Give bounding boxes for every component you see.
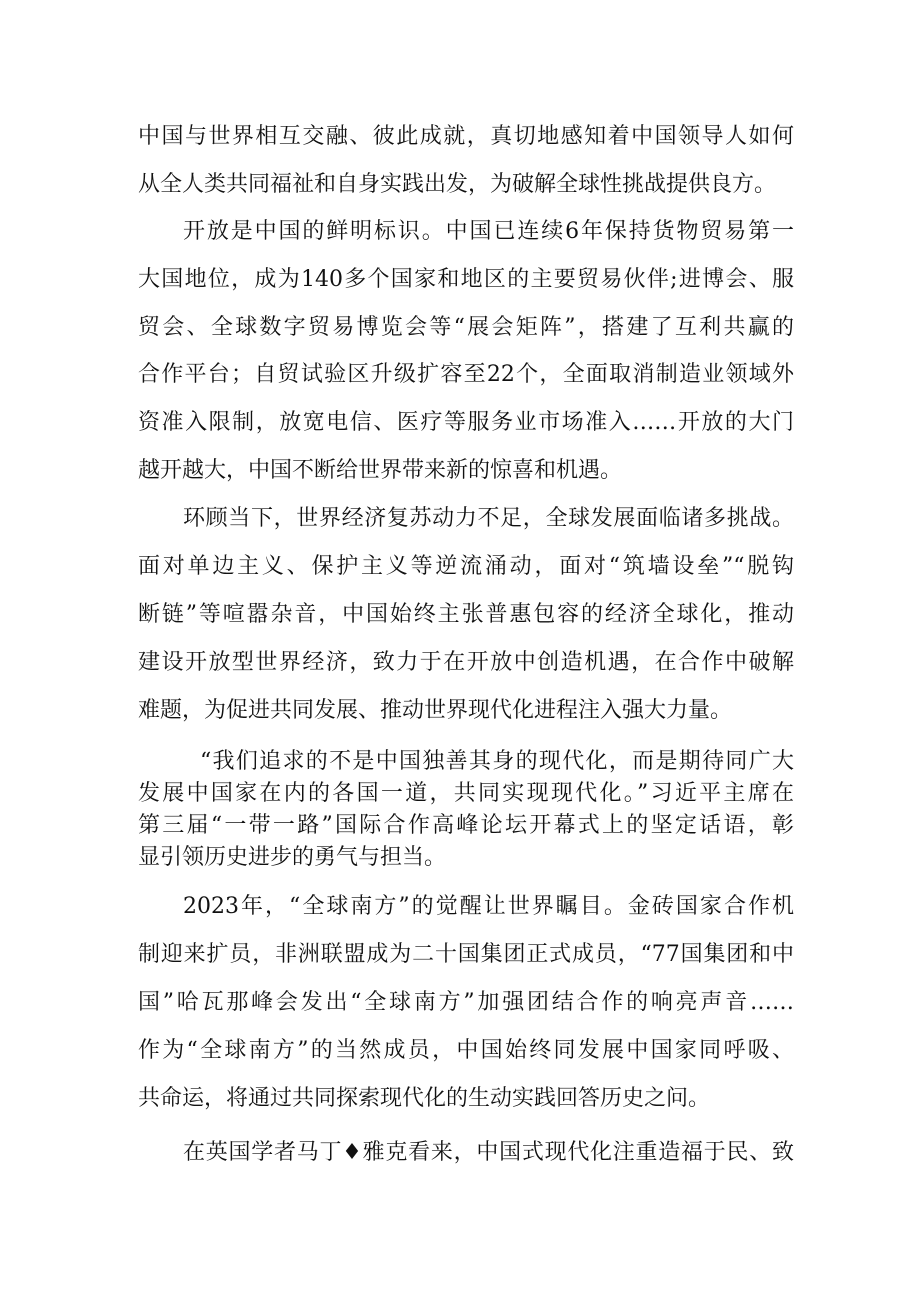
quote-line: 第三届“一带一路”国际合作高峰论坛开幕式上的坚定话语，彰: [138, 813, 794, 838]
paragraph-line: 制迎来扩员，非洲联盟成为二十国集团正式成员，“77国集团和中: [138, 942, 794, 967]
paragraph-line: 开放是中国的鲜明标识。中国已连续6年保持货物贸易第一: [183, 219, 794, 244]
quote-line: 显引领历史进步的勇气与担当。: [138, 845, 447, 870]
paragraph-line: 贸会、全球数字贸易博览会等“展会矩阵”，搭建了互利共赢的: [138, 315, 794, 340]
paragraph-line: 难题，为促进共同发展、推动世界现代化进程注入强大力量。: [138, 698, 733, 723]
paragraph-line: 国”哈瓦那峰会发出“全球南方”加强团结合作的响亮声音……: [138, 990, 794, 1015]
paragraph-line: 2023年，“全球南方”的觉醒让世界瞩目。金砖国家合作机: [183, 894, 794, 919]
paragraph-line: 资准入限制，放宽电信、医疗等服务业市场准入……开放的大门: [138, 410, 794, 435]
paragraph-line: 环顾当下，世界经济复苏动力不足，全球发展面临诸多挑战。: [183, 506, 794, 531]
paragraph-line: 从全人类共同福祉和自身实践出发，为破解全球性挑战提供良方。: [138, 172, 777, 197]
paragraph-line: 共命运，将通过共同探索现代化的生动实践回答历史之问。: [138, 1086, 711, 1111]
paragraph-line: 断链”等喧嚣杂音，中国始终主张普惠包容的经济全球化，推动: [138, 602, 794, 627]
paragraph-line: 中国与世界相互交融、彼此成就，真切地感知着中国领导人如何: [138, 124, 794, 149]
paragraph-line: 越开越大，中国不断给世界带来新的惊喜和机遇。: [138, 458, 623, 483]
paragraph-line: 合作平台；自贸试验区升级扩容至22个，全面取消制造业领域外: [138, 362, 794, 387]
quote-line: “我们追求的不是中国独善其身的现代化，而是期待同广大: [200, 749, 794, 774]
paragraph-line: 在英国学者马丁♦雅克看来，中国式现代化注重造福于民、致: [183, 1140, 794, 1165]
paragraph-line: 建设开放型世界经济，致力于在开放中创造机遇，在合作中破解: [138, 650, 794, 675]
paragraph-line: 作为“全球南方”的当然成员，中国始终同发展中国家同呼吸、: [138, 1038, 794, 1063]
paragraph-line: 面对单边主义、保护主义等逆流涌动，面对“筑墙设垒”“脱钩: [138, 554, 794, 579]
quote-line: 发展中国家在内的各国一道，共同实现现代化。”习近平主席在: [138, 781, 794, 806]
paragraph-line: 大国地位，成为140多个国家和地区的主要贸易伙伴;进博会、服: [138, 267, 794, 292]
